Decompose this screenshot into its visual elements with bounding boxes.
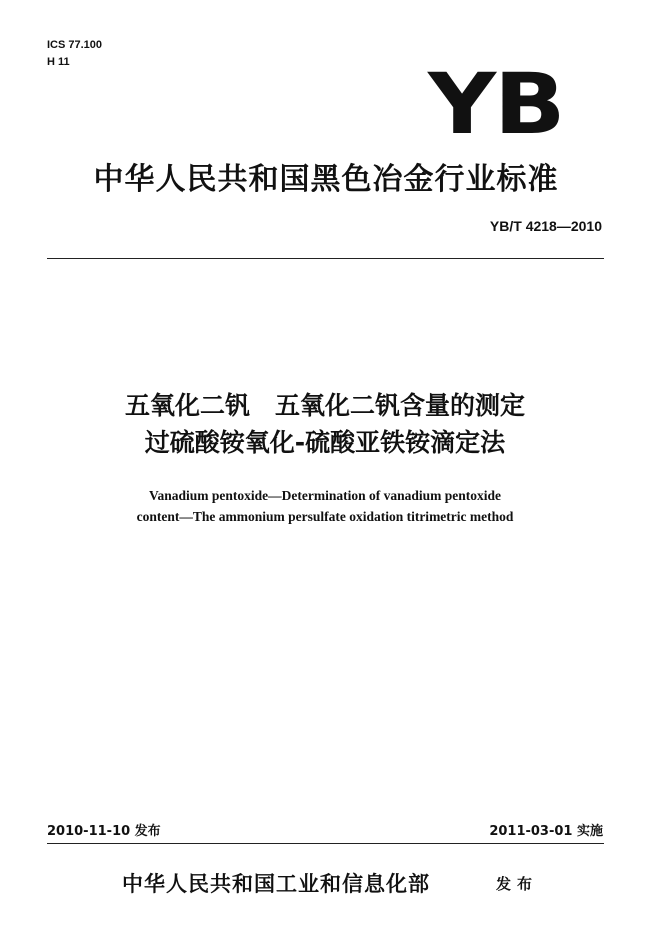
header-divider (47, 258, 604, 259)
ics-code: ICS 77.100 (47, 39, 103, 51)
chinese-title (0, 387, 650, 461)
chinese-title-line-2: 过硫酸铵氧化-硫酸亚铁铵滴定法 (144, 428, 506, 457)
english-title-line-2: content—The ammonium persulfate oxidation titrimetric method (136, 509, 514, 525)
english-title-line-1: Vanadium pentoxide—Determination of vanadium pentoxide (148, 488, 502, 503)
issued-label: 发布 (496, 875, 539, 893)
issue-date: 2010-11-10 发布 (47, 824, 161, 839)
english-title (0, 485, 650, 528)
organization-title: 中华人民共和国黑色冶金行业标准 (93, 162, 559, 197)
chinese-title-line-1: 五氧化二钒 五氧化二钒含量的测定 (124, 391, 525, 420)
issuing-authority: 中华人民共和国工业和信息化部 (122, 872, 430, 896)
standard-number: YB/T 4218—2010 (489, 218, 602, 234)
yb-logo: YB (428, 55, 564, 153)
footer-divider (47, 843, 604, 844)
implementation-date: 2011-03-01 实施 (489, 824, 603, 839)
classification-code: H 11 (47, 56, 70, 68)
